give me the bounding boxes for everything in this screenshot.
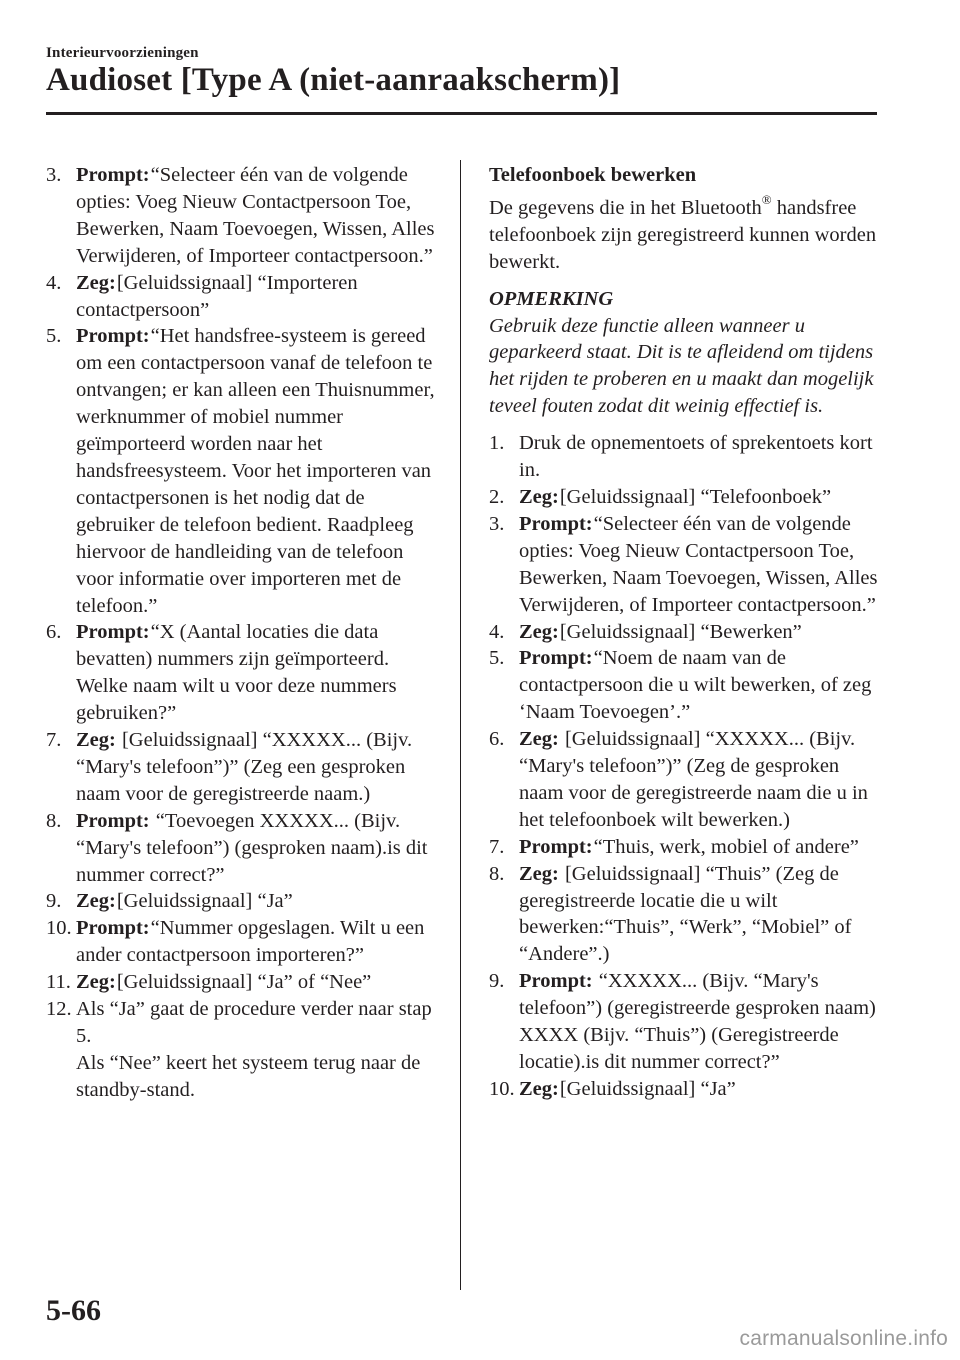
step-text: “X (Aantal locaties die data bevatten) nummers zijn geïmporteerd. Welke naam wilt u voor deze nummers gebruiken?” [76,621,397,725]
step-item [489,484,885,511]
step-number: 10. [46,917,72,940]
step-number: 3. [46,164,62,186]
step-item [46,969,442,996]
step-keyword: Prompt: [76,621,150,644]
step-number: 4. [46,271,62,294]
step-number: 2. [489,485,505,508]
step-item [489,1076,885,1103]
page-title: Audioset [Type A (niet-aanraakscherm)] [46,62,621,98]
step-number: 9. [46,890,62,913]
step-item [46,808,442,889]
page-number: 5-66 [46,1294,101,1327]
step-item [46,727,442,808]
step-item [46,323,442,619]
step-text: [Geluidssignaal] “Ja” of “Nee” [116,971,372,994]
step-keyword: Prompt: [76,325,150,348]
step-keyword: Zeg: [76,271,116,294]
left-column [46,162,442,1104]
step-number: 8. [489,862,505,885]
step-keyword: Prompt: [519,835,593,858]
step-item [46,996,442,1104]
step-item [46,162,442,270]
step-keyword: Zeg: [519,862,559,885]
step-keyword: Zeg: [519,1077,559,1100]
step-keyword: Zeg: [76,729,116,752]
step-text: [Geluidssignaal] “Bewerken” [559,620,802,643]
step-text: “Het handsfree-systeem is gereed om een contactpersoon vanaf de telefoon te ontvangen; er kan alleen een Thuisnummer, werknummer of mobiel nummer geïmporteerd worden naar het handsfreesysteem. Voor het importeren van contactpersonen is het nodig dat de gebruiker de telefoon bedient. Raadpleeg hiervoor de handleiding van de telefoon voor informatie over importeren met de telefoon.” [76,325,435,617]
step-text: [Geluidssignaal] “XXXXX... (Bijv. “Mary's telefoon”)” (Zeg de gesproken naam voor de geregistreerde naam die u in het telefoonboek wilt bewerken.) [519,728,868,831]
step-item [46,619,442,727]
step-number: 5. [489,647,505,670]
step-keyword: Zeg: [519,620,559,643]
step-keyword: Prompt: [519,647,593,670]
step-text: [Geluidssignaal] “Importeren contactpersoon” [76,271,358,321]
step-number: 1. [489,432,505,455]
step-keyword: Zeg: [76,971,116,994]
step-text: “Noem de naam van de contactpersoon die u wilt bewerken, of zeg ‘Naam Toevoegen’.” [519,647,872,724]
section-heading: Telefoonboek bewerken [489,164,697,186]
step-keyword: Prompt: [519,970,593,993]
step-keyword: Zeg: [519,485,559,508]
step-item [489,861,885,969]
step-number: 7. [489,835,505,858]
step-number: 8. [46,809,62,832]
intro-paragraph [489,192,885,276]
step-keyword: Prompt: [519,512,593,535]
step-text: Als “Ja” gaat de procedure verder naar stap 5. [76,998,432,1047]
step-number: 9. [489,970,505,993]
step-text: [Geluidssignaal] “Ja” [116,890,293,913]
step-item [489,834,885,861]
step-item [489,726,885,834]
step-extra-text: Als “Nee” keert het systeem terug naar de standby-stand. [76,1051,421,1101]
step-number: 11. [46,971,71,994]
step-keyword: Prompt: [76,164,150,186]
step-text: [Geluidssignaal] “Telefoonboek” [559,485,832,508]
section-label: Interieurvoorzieningen [46,45,199,61]
step-number: 4. [489,620,505,643]
step-number: 6. [489,728,505,751]
step-item [489,430,885,484]
step-text: “XXXXX... (Bijv. “Mary's telefoon”) (geregistreerde gesproken naam) XXXX (Bijv. “Thuis”) (Geregistreerde locatie).is dit nummer correct?” [519,970,876,1073]
step-text: “Toevoegen XXXXX... (Bijv. “Mary's telefoon”) (gesproken naam).is dit nummer correct?” [76,809,428,886]
step-item [489,968,885,1076]
right-column [489,162,885,1103]
step-text: [Geluidssignaal] “Ja” [559,1077,736,1100]
step-keyword: Zeg: [76,890,116,913]
step-number: 7. [46,729,62,752]
step-text: “Nummer opgeslagen. Wilt u een ander contactpersoon importeren?” [76,917,425,967]
intro-text-cont: handsfree telefoonboek zijn geregistreerd kunnen worden bewerkt. [489,196,877,273]
step-item [489,511,885,619]
step-text: “Selecteer één van de volgende opties: Voeg Nieuw Contactpersoon Toe, Bewerken, Naam Toevoegen, Wissen, Alles Verwijderen, of Importeer contactpersoon.” [519,512,878,616]
step-keyword: Prompt: [76,917,150,940]
step-number: 3. [489,512,505,535]
step-text: [Geluidssignaal] “Thuis” (Zeg de geregistreerde locatie die u wilt bewerken:“Thuis”, “Werk”, “Mobiel” of “Andere”.) [519,862,852,966]
step-item [46,270,442,324]
step-item [46,915,442,969]
column-divider [460,160,461,1290]
step-text: Druk de opnementoets of sprekentoets kort in. [519,432,873,482]
step-item [489,645,885,726]
note-text: Gebruik deze functie alleen wanneer u geparkeerd staat. Dit is te afleidend om tijdens het rijden te proberen en u maakt dan mogelijk teveel fouten zodat dit weinig effectief is. [489,314,874,418]
step-number: 6. [46,621,62,644]
registered-mark: ® [761,192,772,208]
step-keyword: Zeg: [519,728,559,751]
title-divider [46,112,877,115]
step-text: “Selecteer één van de volgende opties: Voeg Nieuw Contactpersoon Toe, Bewerken, Naam Toevoegen, Wissen, Alles Verwijderen, of Importeer contactpersoon.” [76,164,435,267]
watermark: carmanualsonline.info [739,1327,948,1350]
step-keyword: Prompt: [76,809,150,832]
note-title: OPMERKING [489,287,614,310]
step-item [46,888,442,915]
step-number: 5. [46,325,62,348]
step-text: [Geluidssignaal] “XXXXX... (Bijv. “Mary's telefoon”)” (Zeg een gesproken naam voor de geregistreerde naam.) [76,729,413,805]
note-block [489,286,885,421]
step-number: 10. [489,1077,515,1100]
step-number: 12. [46,998,72,1021]
step-item [489,619,885,646]
step-text: “Thuis, werk, mobiel of andere” [593,835,859,858]
intro-text: De gegevens die in het Bluetooth [489,196,762,219]
